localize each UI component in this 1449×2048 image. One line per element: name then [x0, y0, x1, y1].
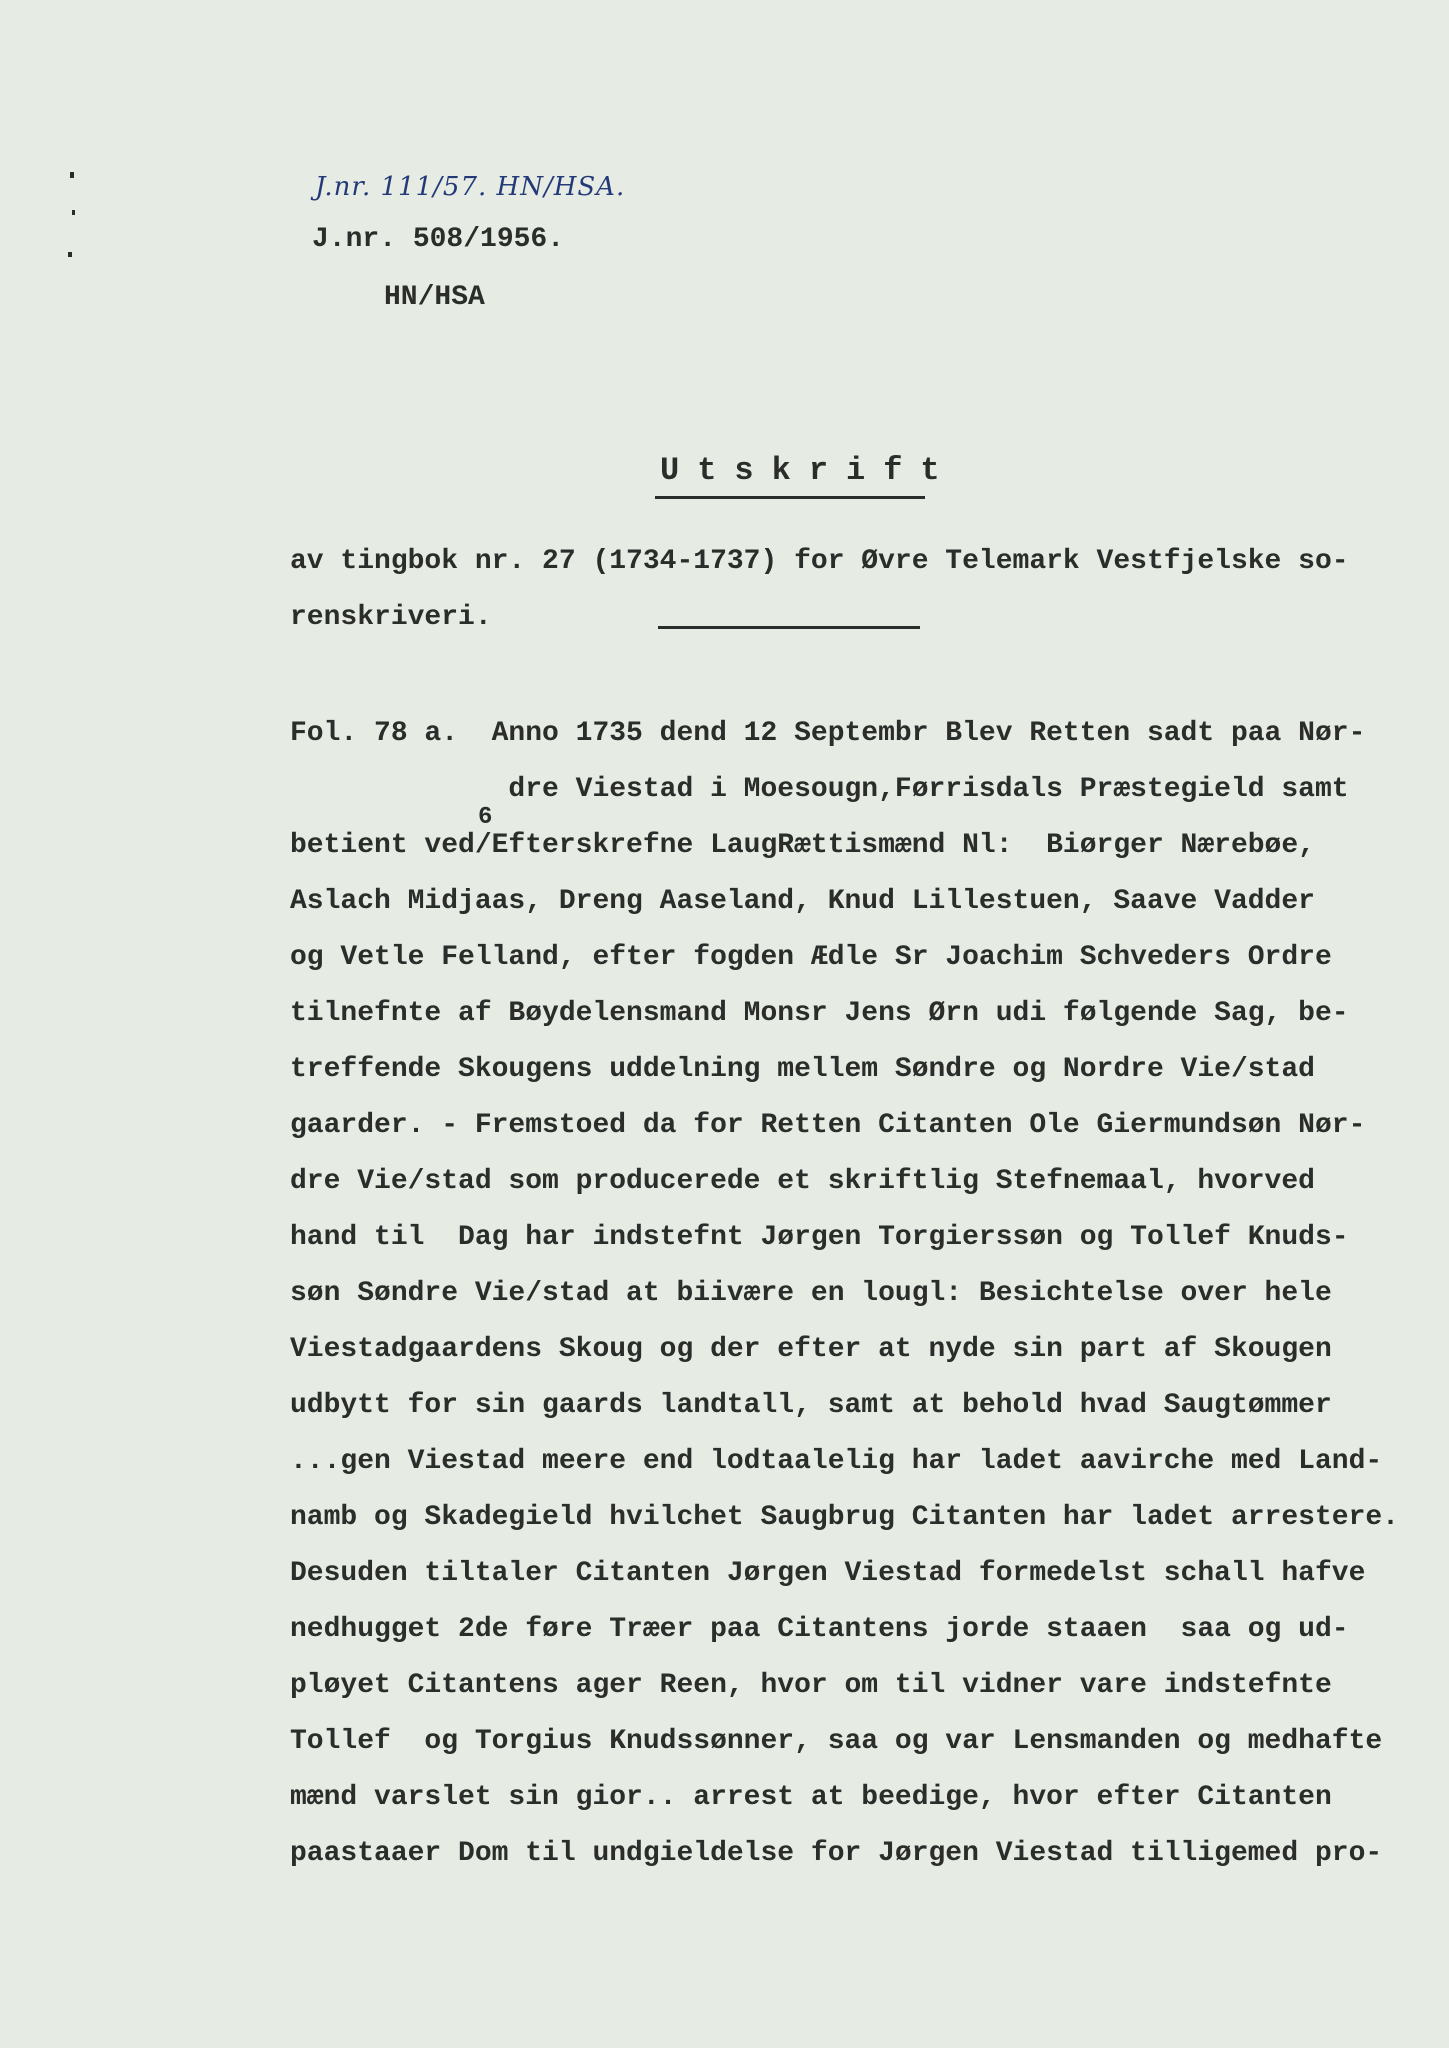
body-line: nedhugget 2de føre Træer paa Citantens jorde staaen saa og ud-: [290, 1614, 1349, 1645]
journal-number: J.nr. 508/1956.: [312, 224, 565, 255]
document-title: Utskrift: [660, 452, 958, 489]
body-line: mænd varslet sin gior.. arrest at beedige, hvor efter Citanten: [290, 1782, 1332, 1813]
body-line: Viestadgaardens Skoug og der efter at nyde sin part af Skougen: [290, 1334, 1332, 1365]
body-line: treffende Skougens uddelning mellem Søndre og Nordre Vie/stad: [290, 1054, 1315, 1085]
body-line: Tollef og Torgius Knudssønner, saa og var Lensmanden og medhafte: [290, 1726, 1383, 1757]
margin-mark: [72, 210, 75, 215]
margin-mark: [68, 252, 72, 257]
body-line: gaarder. - Fremstoed da for Retten Citanten Ole Giermundsøn Nør-: [290, 1110, 1366, 1141]
body-line: tilnefnte af Bøydelensmand Monsr Jens Ørn udi følgende Sag, be-: [290, 998, 1349, 1029]
body-line: dre Viestad i Moesougn,Førrisdals Præstegield samt: [290, 774, 1349, 805]
body-line: Desuden tiltaler Citanten Jørgen Viestad formedelst schall hafve: [290, 1558, 1366, 1589]
body-line: og Vetle Felland, efter fogden Ædle Sr Joachim Schveders Ordre: [290, 942, 1332, 973]
title-underline: [655, 496, 925, 499]
insertion-mark: 6: [478, 804, 493, 831]
body-line: udbytt for sin gaards landtall, samt at behold hvad Saugtømmer: [290, 1390, 1332, 1421]
body-line: Fol. 78 a. Anno 1735 dend 12 Septembr Blev Retten sadt paa Nør-: [290, 718, 1366, 749]
body-line: søn Søndre Vie/stad at biivære en lougl: Besichtelse over hele: [290, 1278, 1332, 1309]
body-line: betient ved/Efterskrefne LaugRættismænd Nl: Biørger Nærebøe,: [290, 830, 1315, 861]
body-line: hand til Dag har indstefnt Jørgen Torgierssøn og Tollef Knuds-: [290, 1222, 1349, 1253]
margin-mark: [70, 172, 74, 178]
body-line: ...gen Viestad meere end lodtaalelig har ladet aavirche med Land-: [290, 1446, 1383, 1477]
subtitle-line: renskriveri.: [290, 602, 492, 633]
body-line: pløyet Citantens ager Reen, hvor om til vidner vare indstefnte: [290, 1670, 1332, 1701]
initials: HN/HSA: [384, 282, 485, 313]
handwritten-reference: J.nr. 111/57. HN/HSA.: [315, 172, 626, 202]
body-line: namb og Skadegield hvilchet Saugbrug Citanten har ladet arrestere.: [290, 1502, 1399, 1533]
body-line: dre Vie/stad som producerede et skriftlig Stefnemaal, hvorved: [290, 1166, 1315, 1197]
body-line: paastaaer Dom til undgieldelse for Jørgen Viestad tilligemed pro-: [290, 1838, 1383, 1869]
subtitle-line: av tingbok nr. 27 (1734-1737) for Øvre Telemark Vestfjelske so-: [290, 546, 1349, 577]
body-line: Aslach Midjaas, Dreng Aaseland, Knud Lillestuen, Saave Vadder: [290, 886, 1315, 917]
subtitle-rule: [658, 626, 920, 629]
